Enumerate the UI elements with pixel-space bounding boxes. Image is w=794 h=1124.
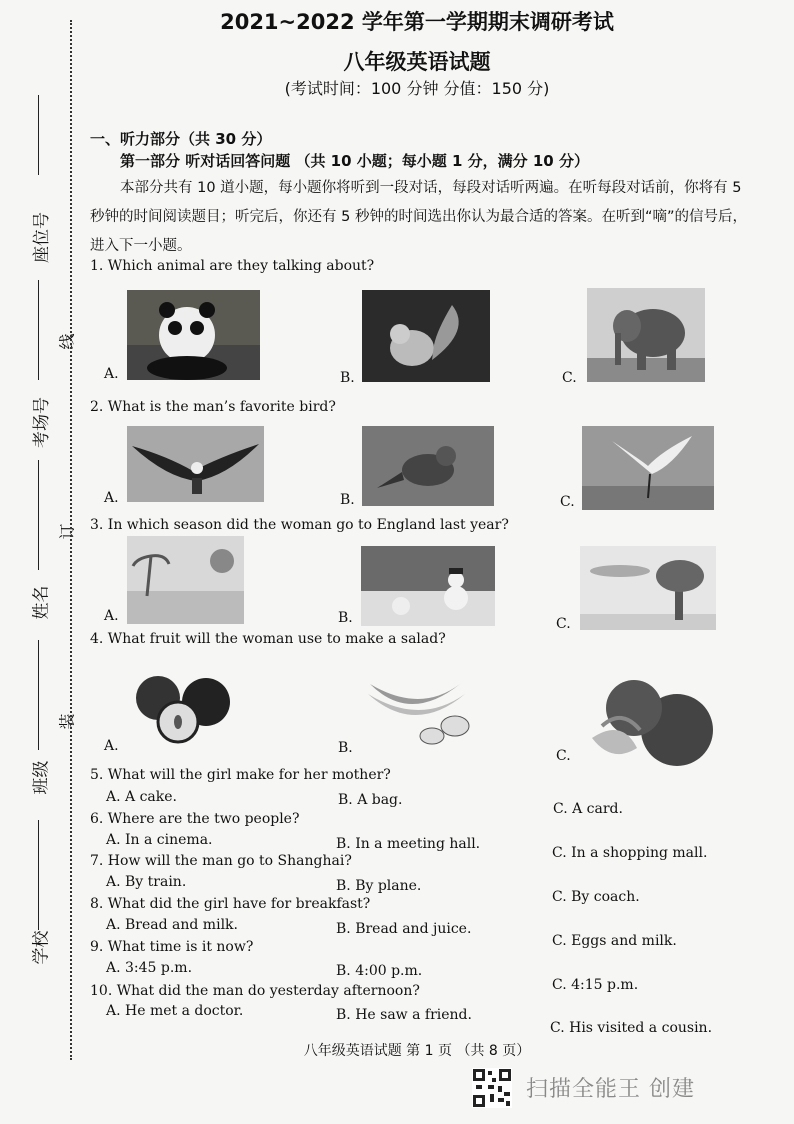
- banana-image: [360, 664, 480, 748]
- q2-option-c: C.: [560, 494, 575, 510]
- apple-image: [130, 664, 234, 746]
- exam-title: 2021~2022 学年第一学期期末调研考试: [220, 10, 614, 34]
- orange-image: [582, 668, 718, 768]
- seat-underline: [38, 95, 39, 175]
- name-underline: [38, 460, 39, 570]
- q7-option-b: B. By plane.: [336, 878, 422, 894]
- ding-char: 订: [57, 523, 77, 540]
- question-9: 9. What time is it now?: [90, 939, 254, 955]
- q6-option-c: C. In a shopping mall.: [552, 845, 708, 861]
- section-title: 一、听力部分（共 30 分）: [90, 130, 272, 148]
- q4-option-c: C.: [556, 748, 571, 764]
- class-underline: [38, 640, 39, 750]
- summer-beach-image: [127, 536, 244, 624]
- binding-margin: [0, 0, 80, 1060]
- question-3: 3. In which season did the woman go to England last year?: [90, 517, 509, 533]
- q8-option-b: B. Bread and juice.: [336, 921, 472, 937]
- q9-option-a: A. 3:45 p.m.: [106, 960, 193, 976]
- q5-option-c: C. A card.: [553, 801, 623, 817]
- zhuang-char: 装: [57, 713, 77, 730]
- elephant-image: [587, 288, 705, 382]
- question-1: 1. Which animal are they talking about?: [90, 258, 375, 274]
- exam-subject: 八年级英语试题: [343, 50, 491, 74]
- q5-option-b: B. A bag.: [338, 792, 403, 808]
- line-char: 线: [57, 333, 77, 350]
- q1-option-b: B.: [340, 370, 355, 386]
- q9-option-b: B. 4:00 p.m.: [336, 963, 423, 979]
- q7-option-a: A. By train.: [106, 874, 187, 890]
- question-7: 7. How will the man go to Shanghai?: [90, 853, 352, 869]
- q4-option-b: B.: [338, 740, 353, 756]
- sparrow-image: [362, 426, 494, 506]
- q1-option-c: C.: [562, 370, 577, 386]
- scanner-watermark: [472, 1066, 792, 1110]
- instructions: 本部分共有 10 道小题，每小题你将听到一段对话，每段对话听两遍。在听每段对话前，你将有 5 秒钟的时间阅读题目；听完后，你还有 5 秒钟的时间选出你认为最合适的答案。在听到“嘀”的信号后，进入下一小题。: [90, 180, 747, 254]
- q4-option-a: A.: [104, 738, 119, 754]
- q6-option-a: A. In a cinema.: [106, 832, 213, 848]
- page-footer: 八年级英语试题 第 1 页 （共 8 页）: [303, 1043, 531, 1059]
- question-10: 10. What did the man do yesterday afternoon?: [90, 983, 420, 999]
- school-label: 学校: [31, 930, 52, 965]
- q10-option-b: B. He saw a friend.: [336, 1007, 472, 1023]
- q10-option-c: C. His visited a cousin.: [550, 1020, 713, 1036]
- question-8: 8. What did the girl have for breakfast?: [90, 896, 371, 912]
- q2-option-a: A.: [104, 490, 119, 506]
- q10-option-a: A. He met a doctor.: [106, 1003, 244, 1019]
- question-2: 2. What is the man’s favorite bird?: [90, 399, 336, 415]
- room-underline: [38, 280, 39, 380]
- q8-option-c: C. Eggs and milk.: [552, 933, 677, 949]
- name-label: 姓名: [31, 585, 52, 620]
- q3-option-a: A.: [104, 608, 119, 624]
- q3-option-c: C.: [556, 616, 571, 632]
- q9-option-c: C. 4:15 p.m.: [552, 977, 639, 993]
- q6-option-b: B. In a meeting hall.: [336, 836, 481, 852]
- exam-info: (考试时间：100 分钟 分值：150 分): [284, 79, 550, 98]
- autumn-tree-image: [580, 546, 716, 630]
- winter-snowman-image: [361, 546, 495, 626]
- question-5: 5. What will the girl make for her mother?: [90, 767, 391, 783]
- scanner-text: 扫描全能王 创建: [526, 1077, 695, 1102]
- squirrel-image: [362, 290, 490, 382]
- school-underline: [38, 820, 39, 930]
- qr-code-icon: [472, 1068, 512, 1108]
- q3-option-b: B.: [338, 610, 353, 626]
- q5-option-a: A. A cake.: [106, 789, 177, 805]
- room-label: 考场号: [32, 397, 52, 448]
- panda-image: [127, 290, 260, 380]
- question-6: 6. Where are the two people?: [90, 811, 300, 827]
- q7-option-c: C. By coach.: [552, 889, 640, 905]
- crane-image: [582, 426, 714, 510]
- q1-option-a: A.: [104, 366, 119, 382]
- class-label: 班级: [31, 760, 52, 795]
- q8-option-a: A. Bread and milk.: [106, 917, 238, 933]
- eagle-image: [127, 426, 264, 502]
- q2-option-b: B.: [340, 492, 355, 508]
- seat-label: 座位号: [32, 212, 52, 263]
- cut-line: [70, 20, 72, 1060]
- question-4: 4. What fruit will the woman use to make a salad?: [90, 631, 446, 647]
- part-title: 第一部分 听对话回答问题 （共 10 小题；每小题 1 分，满分 10 分）: [120, 152, 589, 170]
